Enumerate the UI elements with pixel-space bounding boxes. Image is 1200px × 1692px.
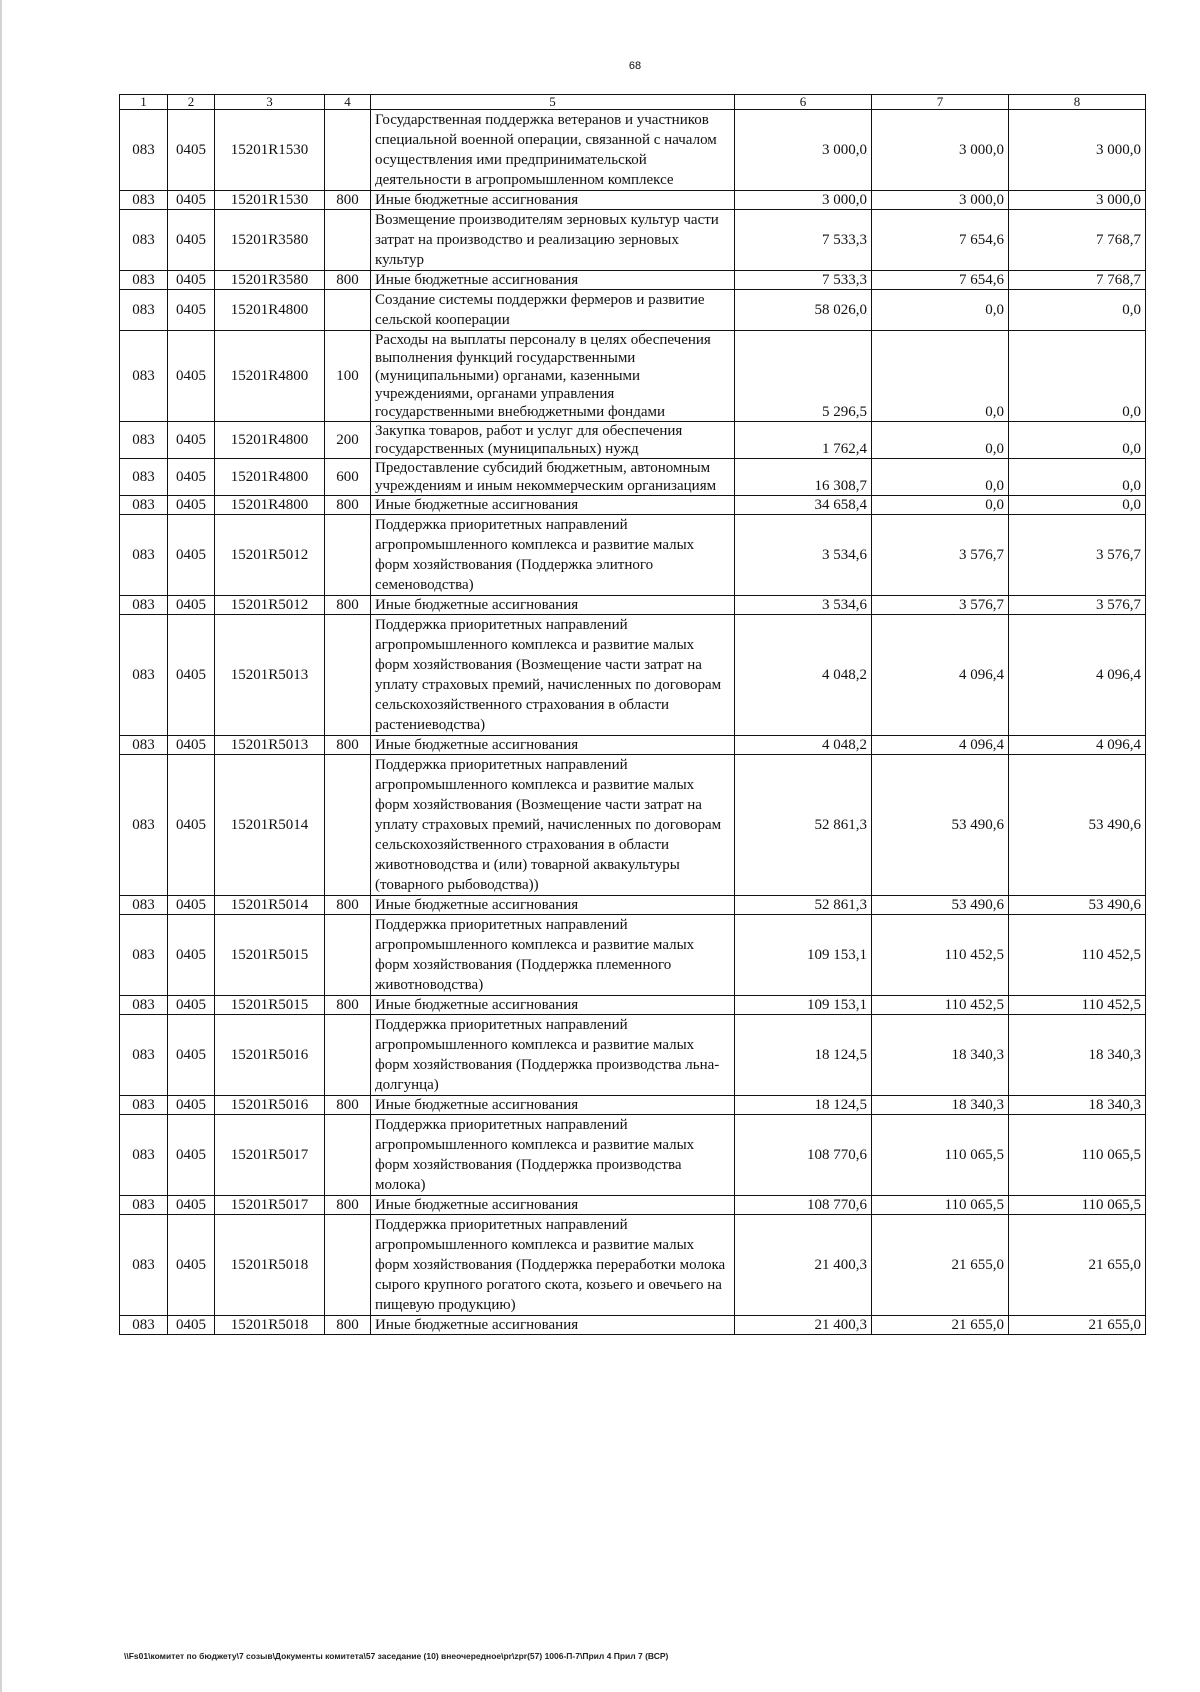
cell-amount-year1: 1 762,4 (735, 422, 872, 459)
cell-expense-type: 200 (325, 422, 371, 459)
table-header-row (120, 95, 1146, 110)
cell-ministry-code: 083 (120, 1316, 168, 1335)
cell-ministry-code: 083 (120, 736, 168, 755)
cell-expense-type: 800 (325, 1316, 371, 1335)
cell-amount-year1: 21 400,3 (735, 1316, 872, 1335)
cell-section-code: 0405 (168, 1015, 215, 1096)
cell-expense-type: 800 (325, 736, 371, 755)
cell-ministry-code: 083 (120, 1115, 168, 1196)
cell-description: Поддержка приоритетных направлений агропромышленного комплекса и развитие малых форм хозяйствования (Поддержка переработки молока сырого крупного рогатого скота, козьего и овечьего на пищевую продукцию) (371, 1215, 735, 1316)
cell-description: Поддержка приоритетных направлений агропромышленного комплекса и развитие малых форм хозяйствования (Поддержка элитного семеноводства) (371, 515, 735, 596)
cell-ministry-code: 083 (120, 271, 168, 290)
table-row (120, 290, 1146, 331)
cell-section-code: 0405 (168, 515, 215, 596)
cell-expense-type: 600 (325, 459, 371, 496)
cell-amount-year3: 3 576,7 (1009, 515, 1146, 596)
table-row (120, 331, 1146, 422)
table-row (120, 515, 1146, 596)
cell-target-article: 15201R5013 (215, 736, 325, 755)
cell-section-code: 0405 (168, 459, 215, 496)
cell-amount-year3: 0,0 (1009, 496, 1146, 515)
cell-expense-type (325, 210, 371, 271)
cell-section-code: 0405 (168, 1096, 215, 1115)
column-header: 1 (120, 95, 168, 110)
cell-amount-year1: 18 124,5 (735, 1096, 872, 1115)
cell-amount-year1: 52 861,3 (735, 896, 872, 915)
cell-amount-year1: 52 861,3 (735, 755, 872, 896)
cell-amount-year3: 53 490,6 (1009, 755, 1146, 896)
cell-target-article: 15201R5015 (215, 996, 325, 1015)
cell-expense-type: 800 (325, 1096, 371, 1115)
cell-expense-type (325, 515, 371, 596)
cell-amount-year2: 110 065,5 (872, 1196, 1009, 1215)
table-row (120, 271, 1146, 290)
cell-amount-year1: 109 153,1 (735, 915, 872, 996)
cell-section-code: 0405 (168, 1215, 215, 1316)
cell-expense-type: 800 (325, 1196, 371, 1215)
cell-amount-year3: 18 340,3 (1009, 1015, 1146, 1096)
cell-section-code: 0405 (168, 271, 215, 290)
budget-table (119, 94, 1146, 1335)
cell-target-article: 15201R4800 (215, 331, 325, 422)
cell-target-article: 15201R5017 (215, 1196, 325, 1215)
table-row (120, 615, 1146, 736)
cell-expense-type (325, 755, 371, 896)
cell-target-article: 15201R1530 (215, 191, 325, 210)
table-row (120, 596, 1146, 615)
cell-amount-year2: 0,0 (872, 459, 1009, 496)
cell-expense-type (325, 1015, 371, 1096)
table-row (120, 459, 1146, 496)
cell-target-article: 15201R4800 (215, 422, 325, 459)
cell-target-article: 15201R4800 (215, 290, 325, 331)
column-header: 8 (1009, 95, 1146, 110)
cell-amount-year1: 5 296,5 (735, 331, 872, 422)
cell-amount-year2: 0,0 (872, 331, 1009, 422)
cell-description: Закупка товаров, работ и услуг для обеспечения государственных (муниципальных) нужд (371, 422, 735, 459)
cell-amount-year2: 21 655,0 (872, 1316, 1009, 1335)
cell-description: Поддержка приоритетных направлений агропромышленного комплекса и развитие малых форм хозяйствования (Поддержка производства льна-долгунца) (371, 1015, 735, 1096)
cell-description: Поддержка приоритетных направлений агропромышленного комплекса и развитие малых форм хозяйствования (Возмещение части затрат на уплату страховых премий, начисленных по договорам сельскохозяйственного страхования в области животноводства и (или) товарной аквакультуры (товарного рыбоводства)) (371, 755, 735, 896)
cell-amount-year1: 21 400,3 (735, 1215, 872, 1316)
table-row (120, 1316, 1146, 1335)
cell-description: Предоставление субсидий бюджетным, автономным учреждениям и иным некоммерческим организациям (371, 459, 735, 496)
cell-description: Поддержка приоритетных направлений агропромышленного комплекса и развитие малых форм хозяйствования (Поддержка производства молока) (371, 1115, 735, 1196)
cell-amount-year1: 7 533,3 (735, 271, 872, 290)
table-row (120, 1115, 1146, 1196)
column-header: 4 (325, 95, 371, 110)
cell-amount-year1: 3 534,6 (735, 515, 872, 596)
column-header: 6 (735, 95, 872, 110)
cell-description: Иные бюджетные ассигнования (371, 191, 735, 210)
cell-section-code: 0405 (168, 736, 215, 755)
cell-section-code: 0405 (168, 290, 215, 331)
cell-amount-year3: 4 096,4 (1009, 615, 1146, 736)
table-row (120, 1215, 1146, 1316)
table-row (120, 422, 1146, 459)
cell-amount-year3: 21 655,0 (1009, 1215, 1146, 1316)
cell-section-code: 0405 (168, 1115, 215, 1196)
cell-amount-year1: 16 308,7 (735, 459, 872, 496)
cell-amount-year3: 53 490,6 (1009, 896, 1146, 915)
cell-expense-type (325, 110, 371, 191)
cell-amount-year1: 3 534,6 (735, 596, 872, 615)
cell-amount-year2: 18 340,3 (872, 1015, 1009, 1096)
cell-amount-year2: 18 340,3 (872, 1096, 1009, 1115)
cell-description: Поддержка приоритетных направлений агропромышленного комплекса и развитие малых форм хозяйствования (Возмещение части затрат на уплату страховых премий, начисленных по договорам сельскохозяйственного страхования в области растениеводства) (371, 615, 735, 736)
cell-section-code: 0405 (168, 996, 215, 1015)
cell-amount-year3: 110 065,5 (1009, 1115, 1146, 1196)
cell-description: Поддержка приоритетных направлений агропромышленного комплекса и развитие малых форм хозяйствования (Поддержка племенного животноводства) (371, 915, 735, 996)
cell-target-article: 15201R5012 (215, 515, 325, 596)
cell-ministry-code: 083 (120, 1015, 168, 1096)
column-header: 7 (872, 95, 1009, 110)
table-row (120, 755, 1146, 896)
cell-amount-year3: 3 000,0 (1009, 110, 1146, 191)
cell-amount-year1: 108 770,6 (735, 1196, 872, 1215)
cell-target-article: 15201R5012 (215, 596, 325, 615)
cell-amount-year3: 7 768,7 (1009, 210, 1146, 271)
column-header: 5 (371, 95, 735, 110)
cell-amount-year2: 3 000,0 (872, 191, 1009, 210)
cell-amount-year3: 18 340,3 (1009, 1096, 1146, 1115)
cell-amount-year2: 3 000,0 (872, 110, 1009, 191)
table-row (120, 896, 1146, 915)
cell-description: Создание системы поддержки фермеров и развитие сельской кооперации (371, 290, 735, 331)
cell-expense-type: 800 (325, 271, 371, 290)
cell-target-article: 15201R3580 (215, 210, 325, 271)
cell-section-code: 0405 (168, 615, 215, 736)
table-row (120, 191, 1146, 210)
cell-description: Иные бюджетные ассигнования (371, 271, 735, 290)
cell-amount-year3: 110 452,5 (1009, 996, 1146, 1015)
cell-target-article: 15201R5015 (215, 915, 325, 996)
cell-amount-year2: 0,0 (872, 496, 1009, 515)
table-row (120, 915, 1146, 996)
cell-amount-year2: 7 654,6 (872, 210, 1009, 271)
table-row (120, 996, 1146, 1015)
cell-amount-year1: 58 026,0 (735, 290, 872, 331)
cell-amount-year1: 3 000,0 (735, 191, 872, 210)
cell-description: Иные бюджетные ассигнования (371, 1316, 735, 1335)
cell-section-code: 0405 (168, 496, 215, 515)
cell-amount-year3: 3 000,0 (1009, 191, 1146, 210)
cell-expense-type: 800 (325, 896, 371, 915)
table-row (120, 1096, 1146, 1115)
table-row (120, 110, 1146, 191)
cell-description: Государственная поддержка ветеранов и участников специальной военной операции, связанной с началом осуществления ими предпринимательской деятельности в агропромышленном комплексе (371, 110, 735, 191)
cell-amount-year3: 4 096,4 (1009, 736, 1146, 755)
cell-amount-year1: 4 048,2 (735, 615, 872, 736)
cell-amount-year2: 53 490,6 (872, 755, 1009, 896)
page-number: 68 (628, 60, 642, 72)
cell-expense-type (325, 1115, 371, 1196)
cell-amount-year2: 110 452,5 (872, 915, 1009, 996)
cell-target-article: 15201R5017 (215, 1115, 325, 1196)
table-body (120, 110, 1146, 1335)
cell-section-code: 0405 (168, 210, 215, 271)
table-row (120, 736, 1146, 755)
cell-ministry-code: 083 (120, 755, 168, 896)
cell-description: Иные бюджетные ассигнования (371, 996, 735, 1015)
cell-expense-type (325, 290, 371, 331)
cell-expense-type (325, 615, 371, 736)
cell-expense-type: 100 (325, 331, 371, 422)
cell-description: Иные бюджетные ассигнования (371, 896, 735, 915)
cell-section-code: 0405 (168, 896, 215, 915)
cell-ministry-code: 083 (120, 496, 168, 515)
cell-ministry-code: 083 (120, 110, 168, 191)
cell-amount-year2: 3 576,7 (872, 596, 1009, 615)
column-header: 3 (215, 95, 325, 110)
cell-amount-year1: 7 533,3 (735, 210, 872, 271)
cell-amount-year2: 0,0 (872, 290, 1009, 331)
cell-ministry-code: 083 (120, 191, 168, 210)
cell-amount-year3: 21 655,0 (1009, 1316, 1146, 1335)
cell-target-article: 15201R4800 (215, 496, 325, 515)
cell-description: Расходы на выплаты персоналу в целях обеспечения выполнения функций государственными (муниципальными) органами, казенными учреждениями, органами управления государственными внебюджетными фондами (371, 331, 735, 422)
cell-ministry-code: 083 (120, 615, 168, 736)
cell-section-code: 0405 (168, 755, 215, 896)
cell-amount-year1: 4 048,2 (735, 736, 872, 755)
cell-amount-year2: 0,0 (872, 422, 1009, 459)
cell-amount-year3: 7 768,7 (1009, 271, 1146, 290)
scan-edge-line (0, 0, 2, 1692)
cell-amount-year1: 3 000,0 (735, 110, 872, 191)
cell-section-code: 0405 (168, 596, 215, 615)
cell-target-article: 15201R5018 (215, 1316, 325, 1335)
cell-ministry-code: 083 (120, 1215, 168, 1316)
cell-description: Возмещение производителям зерновых культур части затрат на производство и реализацию зерновых культур (371, 210, 735, 271)
cell-description: Иные бюджетные ассигнования (371, 596, 735, 615)
cell-target-article: 15201R4800 (215, 459, 325, 496)
cell-section-code: 0405 (168, 1316, 215, 1335)
cell-target-article: 15201R5016 (215, 1015, 325, 1096)
cell-target-article: 15201R3580 (215, 271, 325, 290)
cell-amount-year3: 110 065,5 (1009, 1196, 1146, 1215)
cell-ministry-code: 083 (120, 331, 168, 422)
cell-amount-year1: 109 153,1 (735, 996, 872, 1015)
cell-expense-type: 800 (325, 996, 371, 1015)
cell-ministry-code: 083 (120, 515, 168, 596)
cell-ministry-code: 083 (120, 896, 168, 915)
cell-amount-year3: 0,0 (1009, 459, 1146, 496)
cell-description: Иные бюджетные ассигнования (371, 1196, 735, 1215)
cell-amount-year3: 3 576,7 (1009, 596, 1146, 615)
cell-ministry-code: 083 (120, 459, 168, 496)
cell-amount-year2: 110 065,5 (872, 1115, 1009, 1196)
cell-ministry-code: 083 (120, 210, 168, 271)
cell-description: Иные бюджетные ассигнования (371, 736, 735, 755)
cell-section-code: 0405 (168, 915, 215, 996)
cell-expense-type (325, 915, 371, 996)
cell-expense-type: 800 (325, 191, 371, 210)
cell-target-article: 15201R5014 (215, 755, 325, 896)
cell-amount-year3: 0,0 (1009, 290, 1146, 331)
cell-amount-year2: 3 576,7 (872, 515, 1009, 596)
cell-expense-type (325, 1215, 371, 1316)
cell-target-article: 15201R1530 (215, 110, 325, 191)
cell-amount-year2: 4 096,4 (872, 615, 1009, 736)
cell-section-code: 0405 (168, 191, 215, 210)
cell-amount-year1: 108 770,6 (735, 1115, 872, 1196)
cell-section-code: 0405 (168, 1196, 215, 1215)
cell-amount-year3: 110 452,5 (1009, 915, 1146, 996)
cell-amount-year2: 21 655,0 (872, 1215, 1009, 1316)
cell-section-code: 0405 (168, 110, 215, 191)
cell-ministry-code: 083 (120, 290, 168, 331)
table-row (120, 496, 1146, 515)
cell-amount-year1: 34 658,4 (735, 496, 872, 515)
cell-ministry-code: 083 (120, 1096, 168, 1115)
footer-file-path: \\Fs01\комитет по бюджету\7 созыв\Документы комитета\57 заседание (10) внеочередное\pr\zpr(57) 1006-П-7\Прил 4 Прил 7 (ВСР) (124, 1651, 669, 1661)
cell-expense-type: 800 (325, 596, 371, 615)
cell-description: Иные бюджетные ассигнования (371, 1096, 735, 1115)
cell-expense-type: 800 (325, 496, 371, 515)
cell-ministry-code: 083 (120, 596, 168, 615)
cell-target-article: 15201R5014 (215, 896, 325, 915)
column-header: 2 (168, 95, 215, 110)
cell-section-code: 0405 (168, 422, 215, 459)
cell-amount-year3: 0,0 (1009, 422, 1146, 459)
cell-ministry-code: 083 (120, 996, 168, 1015)
cell-amount-year1: 18 124,5 (735, 1015, 872, 1096)
cell-amount-year2: 110 452,5 (872, 996, 1009, 1015)
cell-amount-year2: 4 096,4 (872, 736, 1009, 755)
cell-ministry-code: 083 (120, 422, 168, 459)
cell-amount-year2: 7 654,6 (872, 271, 1009, 290)
cell-amount-year3: 0,0 (1009, 331, 1146, 422)
cell-ministry-code: 083 (120, 1196, 168, 1215)
cell-amount-year2: 53 490,6 (872, 896, 1009, 915)
table-row (120, 1196, 1146, 1215)
table-row (120, 210, 1146, 271)
cell-target-article: 15201R5013 (215, 615, 325, 736)
cell-target-article: 15201R5018 (215, 1215, 325, 1316)
cell-section-code: 0405 (168, 331, 215, 422)
table-row (120, 1015, 1146, 1096)
cell-target-article: 15201R5016 (215, 1096, 325, 1115)
cell-ministry-code: 083 (120, 915, 168, 996)
cell-description: Иные бюджетные ассигнования (371, 496, 735, 515)
